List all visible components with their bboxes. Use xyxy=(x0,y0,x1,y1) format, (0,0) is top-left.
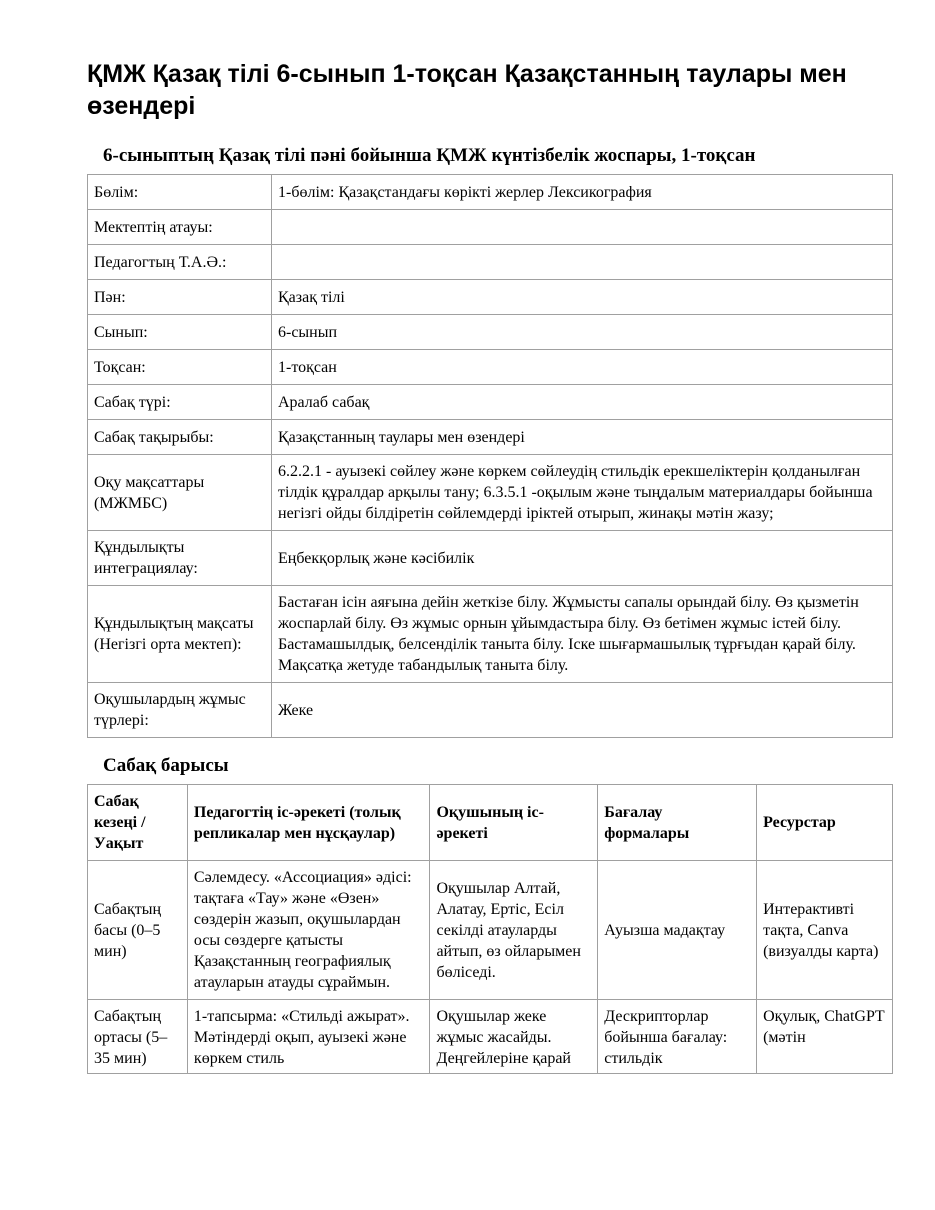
column-header: Ресурстар xyxy=(757,785,893,861)
info-row xyxy=(88,350,893,385)
info-value xyxy=(272,245,893,280)
info-value: 6-сынып xyxy=(272,315,893,350)
info-row xyxy=(88,280,893,315)
info-label: Құндылықты интеграциялау: xyxy=(88,531,272,586)
info-value: Еңбекқорлық және кәсібилік xyxy=(272,531,893,586)
info-row xyxy=(88,455,893,531)
info-value: Аралаб сабақ xyxy=(272,385,893,420)
document-title: ҚМЖ Қазақ тілі 6-сынып 1-тоқсан Қазақстанның таулары мен өзендері xyxy=(87,60,847,120)
lesson-row xyxy=(88,861,893,1000)
lesson-row xyxy=(88,1000,893,1074)
info-row xyxy=(88,385,893,420)
resources-cell: Интерактивті тақта, Canva (визуалды карта) xyxy=(757,861,893,1000)
info-row xyxy=(88,420,893,455)
lesson-table xyxy=(87,784,893,1074)
student-activity-cell: Оқушылар жеке жұмыс жасайды. Деңгейлеріне қарай xyxy=(430,1000,598,1074)
column-header: Педагогтің іс-әрекеті (толық репликалар мен нұсқаулар) xyxy=(187,785,430,861)
info-value: Қазақстанның таулары мен өзендері xyxy=(272,420,893,455)
lesson-heading: Сабақ барысы xyxy=(103,755,229,776)
info-value: Қазақ тілі xyxy=(272,280,893,315)
resources-cell: Оқулық, ChatGPT (мәтін xyxy=(757,1000,893,1074)
plan-heading: 6-сыныптың Қазақ тілі пәні бойынша ҚМЖ күнтізбелік жоспары, 1-тоқсан xyxy=(103,145,756,166)
assessment-cell: Ауызша мадақтау xyxy=(598,861,757,1000)
info-label: Сабақ тақырыбы: xyxy=(88,420,272,455)
student-activity-cell: Оқушылар Алтай, Алатау, Ертіс, Есіл секілді атауларды айтып, өз ойларымен бөліседі. xyxy=(430,861,598,1000)
info-row xyxy=(88,175,893,210)
info-row xyxy=(88,683,893,738)
stage-cell: Сабақтың басы (0–5 мин) xyxy=(88,861,188,1000)
info-label: Педагогтың Т.А.Ә.: xyxy=(88,245,272,280)
info-label: Мектептің атауы: xyxy=(88,210,272,245)
column-header: Бағалау формалары xyxy=(598,785,757,861)
info-value: 1-тоқсан xyxy=(272,350,893,385)
info-value: 1-бөлім: Қазақстандағы көрікті жерлер Лексикография xyxy=(272,175,893,210)
info-label: Бөлім: xyxy=(88,175,272,210)
column-header: Оқушының іс-әрекеті xyxy=(430,785,598,861)
lesson-header-row xyxy=(88,785,893,861)
info-label: Оқушылардың жұмыс түрлері: xyxy=(88,683,272,738)
info-label: Оқу мақсаттары (МЖМБС) xyxy=(88,455,272,531)
teacher-activity-cell: 1-тапсырма: «Стильді ажырат». Мәтіндерді оқып, ауызекі және көркем стиль xyxy=(187,1000,430,1074)
info-label: Сынып: xyxy=(88,315,272,350)
assessment-cell: Дескрипторлар бойынша бағалау: стильдік xyxy=(598,1000,757,1074)
info-label: Құндылықтың мақсаты (Негізгі орта мектеп): xyxy=(88,586,272,683)
info-label: Пән: xyxy=(88,280,272,315)
info-value xyxy=(272,210,893,245)
info-value: Жеке xyxy=(272,683,893,738)
plan-info-table xyxy=(87,174,893,738)
info-value: 6.2.2.1 - ауызекі сөйлеу және көркем сөйлеудің стильдік ерекшеліктерін қолданылған тілдік құралдар арқылы тану; 6.3.5.1 -оқылым және тыңдалым материалдары бойынша негізгі ойды білдіретін сөйлемдерді іріктей отырып, жинақы мәтін жазу; xyxy=(272,455,893,531)
info-label: Сабақ түрі: xyxy=(88,385,272,420)
teacher-activity-cell: Сәлемдесу. «Ассоциация» әдісі: тақтаға «Тау» және «Өзен» сөздерін жазып, оқушылардан осы сөздерге қатысты Қазақстанның географиялық атауларын атауды сұраймын. xyxy=(187,861,430,1000)
info-label: Тоқсан: xyxy=(88,350,272,385)
column-header: Сабақ кезеңі / Уақыт xyxy=(88,785,188,861)
info-row xyxy=(88,531,893,586)
info-row xyxy=(88,315,893,350)
info-row xyxy=(88,245,893,280)
info-value: Бастаған ісін аяғына дейін жеткізе білу. Жұмысты сапалы орындай білу. Өз қызметін жоспарлай білу. Өз жұмыс орнын ұйымдастыра білу. Өз бетімен жұмыс істей білу. Бастамашылдық, белсенділік таныта білу. Іске шығармашылық тұрғыдан қарай білу. Мақсатқа жетуде табандылық таныта білу. xyxy=(272,586,893,683)
info-row xyxy=(88,210,893,245)
info-row xyxy=(88,586,893,683)
document-page xyxy=(87,58,893,1074)
stage-cell: Сабақтың ортасы (5–35 мин) xyxy=(88,1000,188,1074)
